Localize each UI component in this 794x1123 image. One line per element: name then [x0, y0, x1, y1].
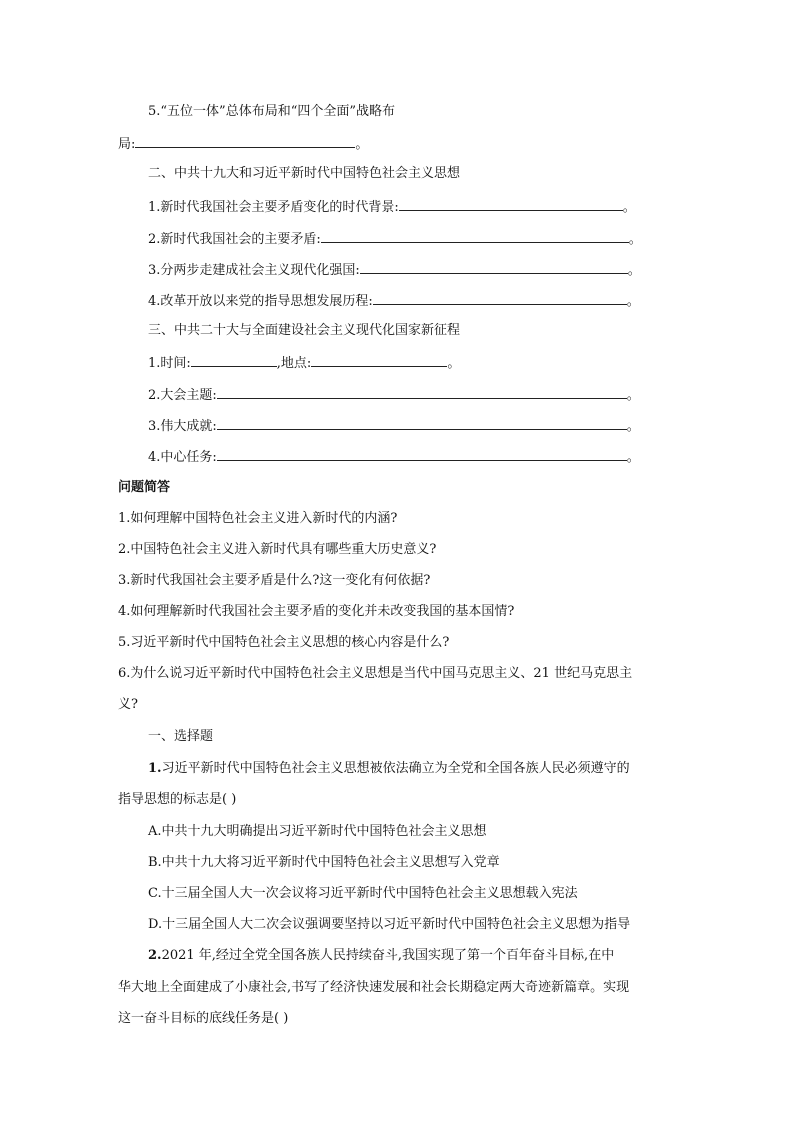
item-label: 3.分两步走建成社会主义现代化强国: — [148, 263, 360, 278]
item-label: 1.新时代我国社会主要矛盾变化的时代背景: — [148, 200, 399, 215]
time-place-item — [148, 354, 460, 372]
answer-blank[interactable] — [399, 198, 623, 211]
question-item: 4.如何理解新时代我国社会主要矛盾的变化并未改变我国的基本国情? — [118, 604, 515, 619]
choice-heading: 一、选择题 — [148, 729, 214, 744]
period: 。 — [626, 294, 640, 309]
section-heading: 三、中共二十大与全面建设社会主义现代化国家新征程 — [148, 323, 461, 338]
option-d[interactable]: D.十三届全国人大二次会议强调要坚持以习近平新时代中国特色社会主义思想为指导 — [148, 917, 631, 932]
answer-blank[interactable] — [360, 261, 628, 274]
item-label: 2.大会主题: — [148, 388, 217, 403]
period: 。 — [626, 388, 640, 403]
option-c[interactable]: C.十三届全国人大一次会议将习近平新时代中国特色社会主义思想载入宪法 — [148, 886, 578, 901]
place-label: ,地点: — [276, 356, 312, 371]
answer-blank[interactable] — [321, 230, 629, 243]
question-text: 习近平新时代中国特色社会主义思想被依法确立为全党和全国各族人民必须遵守的 — [161, 761, 630, 776]
fill-item — [148, 261, 641, 279]
item-label: 4.改革开放以来党的指导思想发展历程: — [148, 294, 373, 309]
period: 。 — [626, 419, 640, 434]
question-item: 5.习近平新时代中国特色社会主义思想的核心内容是什么? — [118, 635, 450, 650]
section-heading: 二、中共十九大和习近平新时代中国特色社会主义思想 — [148, 166, 461, 181]
question-item-continued: 义? — [118, 697, 138, 712]
fill-item — [148, 230, 642, 248]
fill-item — [148, 292, 640, 310]
questions-heading: 问题简答 — [118, 480, 171, 495]
choice-q1-line1 — [148, 761, 630, 777]
question-item: 2.中国特色社会主义进入新时代具有哪些重大历史意义? — [118, 542, 437, 557]
period: 。 — [355, 137, 369, 152]
period: 。 — [447, 356, 461, 371]
option-a[interactable]: A.中共十九大明确提出习近平新时代中国特色社会主义思想 — [148, 824, 487, 839]
item-label: 3.伟大成就: — [148, 419, 217, 434]
period: 。 — [622, 200, 636, 215]
choice-q1-line2: 指导思想的标志是( ) — [118, 792, 237, 807]
question-item: 3.新时代我国社会主要矛盾是什么?这一变化有何依据? — [118, 573, 431, 588]
item-label: 2.新时代我国社会的主要矛盾: — [148, 232, 321, 247]
period: 。 — [628, 232, 642, 247]
fill-item — [148, 417, 640, 435]
answer-blank[interactable] — [217, 386, 627, 399]
option-b[interactable]: B.中共十九大将习近平新时代中国特色社会主义思想写入党章 — [148, 855, 500, 870]
period: 。 — [626, 450, 640, 465]
fill-item — [148, 386, 640, 404]
question-number: 1. — [148, 761, 162, 776]
question-item: 6.为什么说习近平新时代中国特色社会主义思想是当代中国马克思主义、21 世纪马克思主 — [118, 666, 633, 681]
item5-label: 局: — [118, 137, 136, 152]
place-blank[interactable] — [311, 354, 447, 367]
answer-blank[interactable] — [135, 135, 355, 148]
answer-blank[interactable] — [373, 292, 627, 305]
time-blank[interactable] — [191, 354, 277, 367]
question-number: 2. — [148, 948, 162, 963]
time-label: 1.时间: — [148, 356, 191, 371]
answer-blank[interactable] — [217, 448, 627, 461]
choice-q2-line2: 华大地上全面建成了小康社会,书写了经济快速发展和社会长期稳定两大奇迹新篇章。实现 — [118, 980, 630, 995]
fill-item — [148, 448, 640, 466]
item5-line2 — [118, 135, 368, 153]
answer-blank[interactable] — [217, 417, 627, 430]
question-item: 1.如何理解中国特色社会主义进入新时代的内涵? — [118, 511, 398, 526]
period: 。 — [627, 263, 641, 278]
question-text: 2021 年,经过全党全国各族人民持续奋斗,我国实现了第一个百年奋斗目标,在中 — [161, 948, 615, 963]
item5-line1: 5.“五位一体”总体布局和“四个全面”战略布 — [148, 104, 395, 119]
choice-q2-line3: 这一奋斗目标的底线任务是( ) — [118, 1011, 289, 1026]
fill-item — [148, 198, 636, 216]
choice-q2-line1 — [148, 948, 614, 964]
item-label: 4.中心任务: — [148, 450, 217, 465]
